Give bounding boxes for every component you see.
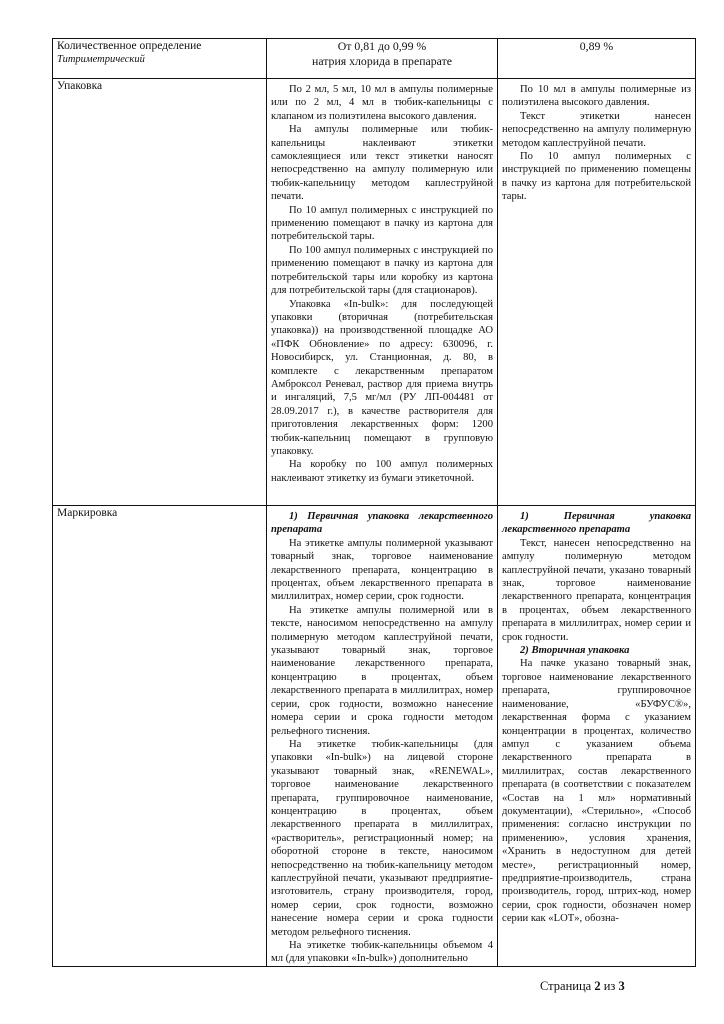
- page-number-prefix: Страница: [540, 979, 592, 993]
- total-pages: 3: [618, 979, 625, 993]
- marking-result-cell: [498, 506, 696, 967]
- page-number: [540, 978, 700, 994]
- specification-table: [52, 38, 696, 967]
- header-cell-parameter: [53, 39, 267, 79]
- norm-range: От 0,81 до 0,99 %: [337, 39, 427, 53]
- marking-result-paragraph: На пачке указано товарный знак, торговое наименование лекарственного препарата, группировочное наименование, «БУФУС®», лекарственная форма с указанием концентрации в процентах, количество ампул с указанием объема лекарственного препарата в миллилитрах, состав лекарственного препарата (в соответствии с показателем «Состав на 1 мл» нормативный документации), «Стерильно», «Способ применения: согласно инструкции по применению», условия хранения, «Хранить в недоступном для детей месте», регистрационный номер, предприятие-производитель, страна производитель, город, штрих-код, номер серии, срок годности, обозначен номер серии как «LOT», обозна-: [502, 658, 691, 925]
- marking-result-paragraph: Текст, нанесен непосредственно на ампулу полимерную методом каплеструйной печати, указано товарный знак, торговое наименование лекарственного препарата, концентрация в процентах, объем лекарственного препарата в миллилитрах, номер серии и срок годности.: [502, 537, 691, 643]
- header-title: Количественное определение: [57, 40, 202, 52]
- marking-norm-cell: [267, 506, 498, 967]
- page-number-separator: из: [603, 979, 616, 993]
- packaging-paragraph: По 100 ампул полимерных с инструкцией по применению помещают в пачку из картона для потребительской тары или коробку из картона для потребительской тары (для стационаров).: [271, 244, 493, 297]
- header-subtitle: Титриметрический: [57, 54, 145, 65]
- header-cell-result: [498, 39, 696, 79]
- table-row: [53, 39, 696, 79]
- packaging-result-paragraph: По 10 ампул полимерных с инструкцией по применению помещены в пачку из картона для потребительской тары.: [502, 151, 691, 203]
- norm-description: натрия хлорида в препарате: [312, 54, 452, 68]
- marking-paragraph: На этикетке тюбик-капельницы (для упаковки «In-bulk») на лицевой стороне указывают товарный знак, «RENEWAL», торговое наименование лекарственного препарата, группировочное наименование, концентрацию в процентах, объем лекарственного препарата в миллилитрах, «растворитель», регистрационный номер; на оборотной стороне в тексте, наносимом непосредственно на тюбик-капельницу методом каплеструйной печати, указывают предприятие-изготовитель, страну производителя, город, номер серии, срок годности, возможно нанесение номера серии и срока годности методом рельефного тиснения.: [271, 738, 493, 938]
- packaging-result-cell: [498, 79, 696, 506]
- packaging-result-paragraph: Текст этикетки нанесен непосредственно на ампулу полимерную методом каплеструйной печати.: [502, 110, 691, 149]
- result-value: 0,89 %: [579, 39, 614, 53]
- table-row: [53, 506, 696, 967]
- header-cell-norm: [267, 39, 498, 79]
- row-label-marking: Маркировка: [53, 506, 267, 967]
- packaging-paragraph: По 10 ампул полимерных с инструкцией по применению помещают в пачку из картона для потребительской тары.: [271, 204, 493, 243]
- packaging-norm-cell: [267, 79, 498, 506]
- marking-result-heading-primary: 1) Первичная упаковка лекарственного препарата: [502, 511, 691, 536]
- marking-result-heading-secondary: 2) Вторичная упаковка: [520, 645, 630, 657]
- packaging-paragraph: По 2 мл, 5 мл, 10 мл в ампулы полимерные или по 2 мл, 4 мл в тюбик-капельницы с клапаном из полиэтилена высокого давления.: [271, 84, 493, 122]
- marking-heading: 1) Первичная упаковка лекарственного препарата: [271, 511, 493, 536]
- current-page: 2: [594, 979, 601, 993]
- marking-paragraph: На этикетке ампулы полимерной или в тексте, наносимом непосредственно на ампулу полимерную методом каплеструйной печати, указывают товарный знак, торговое наименование лекарственного препарата, концентрацию в процентах, объем лекарственного препарата в миллилитрах, номер серии, срок годности, возможно нанесение номера серии и срока годности методом рельефного тиснения.: [271, 604, 493, 737]
- packaging-paragraph: На ампулы полимерные или тюбик-капельницы наклеивают этикетки самоклеящиеся или текст этикетки наносят непосредственно на ампулу полимерную или тюбик-капельницу методом каплеструйной печати.: [271, 124, 493, 203]
- packaging-paragraph: Упаковка «In-bulk»: для последующей упаковки (вторичная (потребительская упаковка)) на производственной площадке АО «ПФК Обновление» по адресу: 630096, г. Новосибирск, ул. Станционная, д. 80, в комплекте с лекарственным препаратом Амброксол Реневал, раствор для приема внутрь и ингаляций, 7,5 мг/мл (РУ ЛП-004481 от 28.09.2017 г.), в качестве растворителя для приготовления лекарственных форм: 1200 тюбик-капельниц помещают в групповую упаковку.: [271, 298, 493, 457]
- marking-paragraph: На этикетке тюбик-капельницы объемом 4 мл (для упаковки «In-bulk») дополнительно: [271, 940, 493, 965]
- row-label-packaging: Упаковка: [53, 79, 267, 506]
- packaging-paragraph: На коробку по 100 ампул полимерных наклеивают этикетку из бумаги этикеточной.: [271, 459, 493, 484]
- table-row: [53, 79, 696, 506]
- packaging-result-paragraph: По 10 мл в ампулы полимерные из полиэтилена высокого давления.: [502, 84, 691, 109]
- marking-paragraph: На этикетке ампулы полимерной указывают товарный знак, торговое наименование лекарственного препарата, концентрацию в процентах, объем лекарственного препарата в миллилитрах, номер серии, срок годности.: [271, 537, 493, 603]
